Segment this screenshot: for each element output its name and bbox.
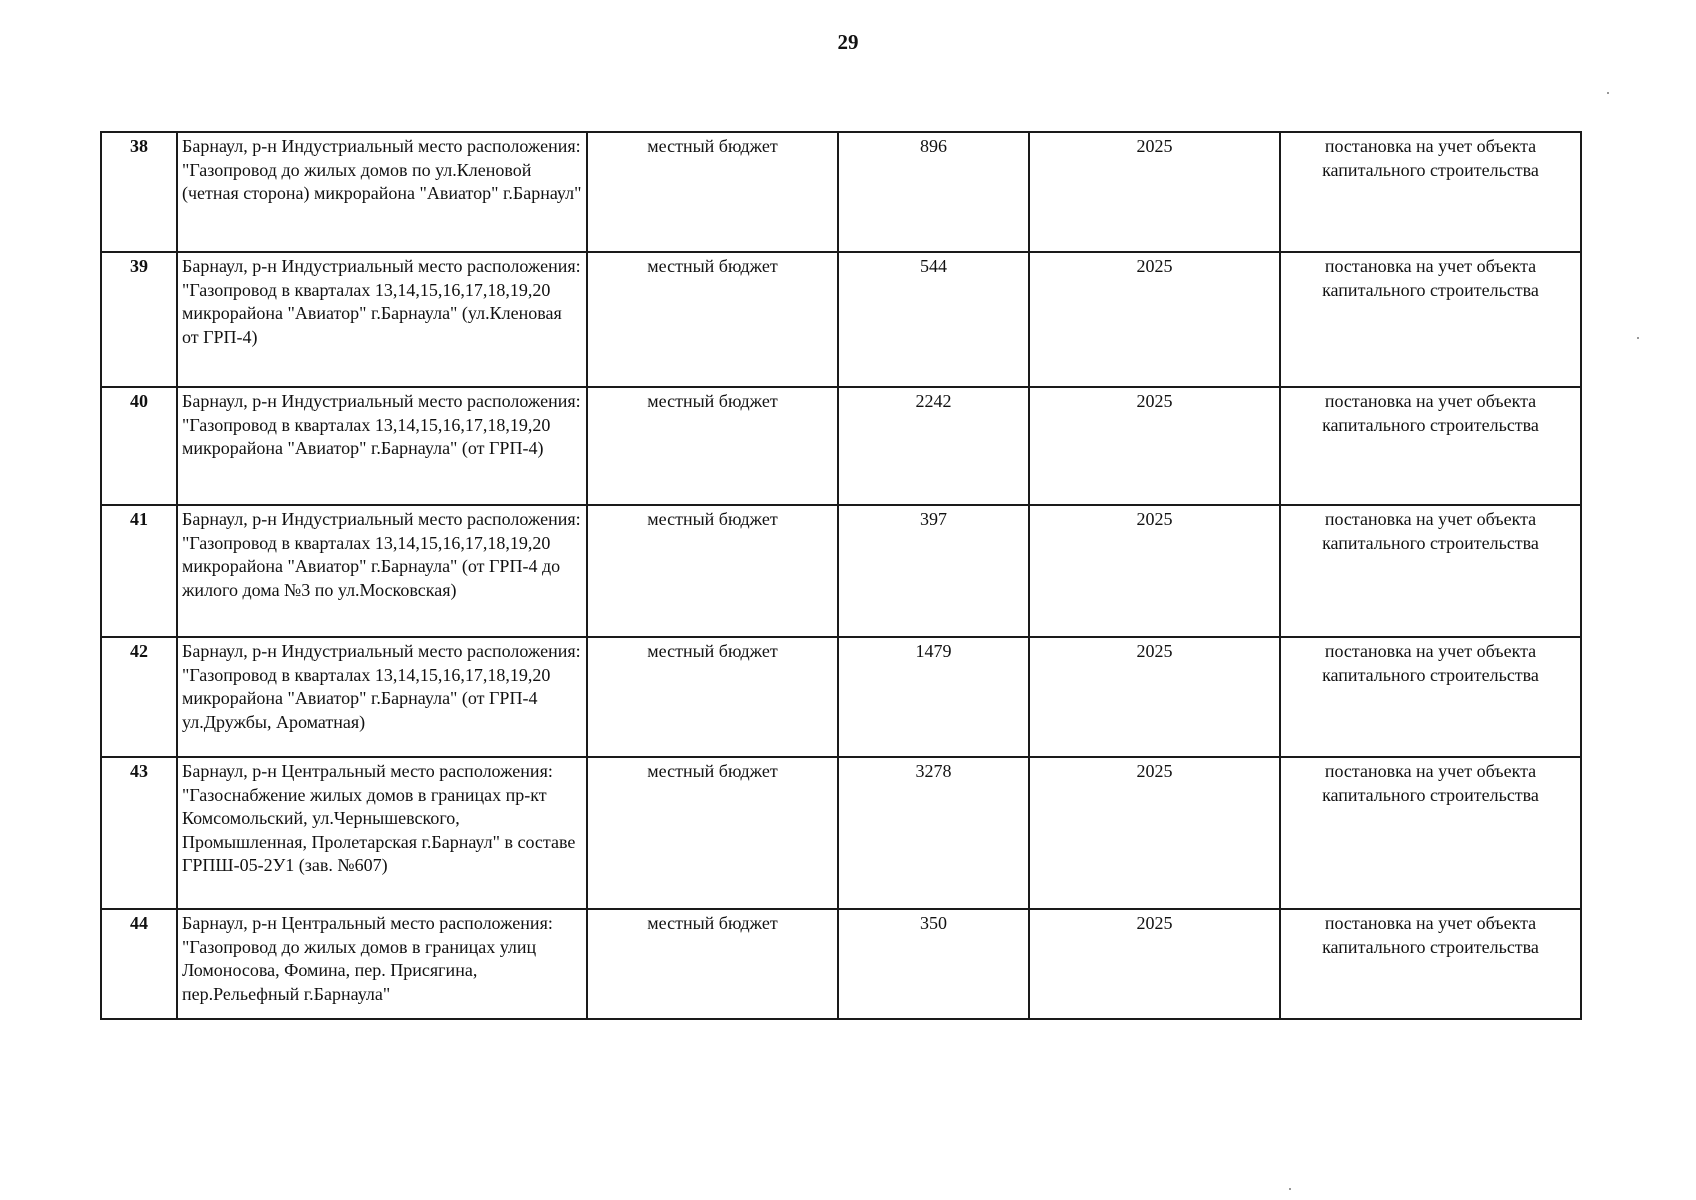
row-number-cell: 44 (101, 909, 177, 1019)
row-number-cell: 39 (101, 252, 177, 387)
note-cell: постановка на учет объекта капитального строительства (1280, 757, 1581, 909)
funding-source-cell: местный бюджет (587, 505, 838, 637)
year-cell: 2025 (1029, 252, 1280, 387)
funding-source-cell: местный бюджет (587, 757, 838, 909)
note-cell: постановка на учет объекта капитального строительства (1280, 387, 1581, 505)
note-cell: постановка на учет объекта капитального строительства (1280, 637, 1581, 757)
object-description-cell: Барнаул, р-н Индустриальный место расположения: "Газопровод в кварталах 13,14,15,16,17,18,19,20 микрорайона "Авиатор" г.Барнаула" (от ГРП-4 ул.Дружбы, Ароматная) (177, 637, 587, 757)
amount-cell: 397 (838, 505, 1029, 637)
amount-cell: 350 (838, 909, 1029, 1019)
amount-cell: 3278 (838, 757, 1029, 909)
amount-cell: 896 (838, 132, 1029, 252)
table-row (101, 505, 1581, 637)
table-row (101, 387, 1581, 505)
scan-speck (1607, 92, 1609, 94)
records-table (100, 131, 1582, 1020)
funding-source-cell: местный бюджет (587, 637, 838, 757)
table-row (101, 132, 1581, 252)
row-number-cell: 38 (101, 132, 177, 252)
table-row (101, 909, 1581, 1019)
amount-cell: 544 (838, 252, 1029, 387)
row-number-cell: 40 (101, 387, 177, 505)
scan-speck (1637, 337, 1639, 339)
object-description-cell: Барнаул, р-н Индустриальный место расположения: "Газопровод в кварталах 13,14,15,16,17,18,19,20 микрорайона "Авиатор" г.Барнаула" (от ГРП-4) (177, 387, 587, 505)
year-cell: 2025 (1029, 505, 1280, 637)
year-cell: 2025 (1029, 637, 1280, 757)
note-cell: постановка на учет объекта капитального строительства (1280, 132, 1581, 252)
page-number: 29 (837, 30, 859, 54)
note-cell: постановка на учет объекта капитального строительства (1280, 252, 1581, 387)
scan-speck (1289, 1188, 1291, 1190)
object-description-cell: Барнаул, р-н Центральный место расположения: "Газопровод до жилых домов в границах улиц Ломоносова, Фомина, пер. Присягина, пер.Рельефный г.Барнаула" (177, 909, 587, 1019)
year-cell: 2025 (1029, 132, 1280, 252)
object-description-cell: Барнаул, р-н Индустриальный место расположения: "Газопровод в кварталах 13,14,15,16,17,18,19,20 микрорайона "Авиатор" г.Барнаула" (от ГРП-4 до жилого дома №3 по ул.Московская) (177, 505, 587, 637)
table-row (101, 757, 1581, 909)
amount-cell: 2242 (838, 387, 1029, 505)
funding-source-cell: местный бюджет (587, 909, 838, 1019)
year-cell: 2025 (1029, 387, 1280, 505)
object-description-cell: Барнаул, р-н Центральный место расположения: "Газоснабжение жилых домов в границах пр-кт Комсомольский, ул.Чернышевского, Промышленная, Пролетарская г.Барнаул" в составе ГРПШ-05-2У1 (зав. №607) (177, 757, 587, 909)
table-row (101, 252, 1581, 387)
note-cell: постановка на учет объекта капитального строительства (1280, 505, 1581, 637)
row-number-cell: 41 (101, 505, 177, 637)
funding-source-cell: местный бюджет (587, 132, 838, 252)
object-description-cell: Барнаул, р-н Индустриальный место расположения: "Газопровод до жилых домов по ул.Кленовой (четная сторона) микрорайона "Авиатор" г.Барнаул" (177, 132, 587, 252)
table-row (101, 637, 1581, 757)
amount-cell: 1479 (838, 637, 1029, 757)
funding-source-cell: местный бюджет (587, 252, 838, 387)
funding-source-cell: местный бюджет (587, 387, 838, 505)
year-cell: 2025 (1029, 909, 1280, 1019)
row-number-cell: 42 (101, 637, 177, 757)
row-number-cell: 43 (101, 757, 177, 909)
note-cell: постановка на учет объекта капитального строительства (1280, 909, 1581, 1019)
year-cell: 2025 (1029, 757, 1280, 909)
object-description-cell: Барнаул, р-н Индустриальный место расположения: "Газопровод в кварталах 13,14,15,16,17,18,19,20 микрорайона "Авиатор" г.Барнаула" (ул.Кленовая от ГРП-4) (177, 252, 587, 387)
